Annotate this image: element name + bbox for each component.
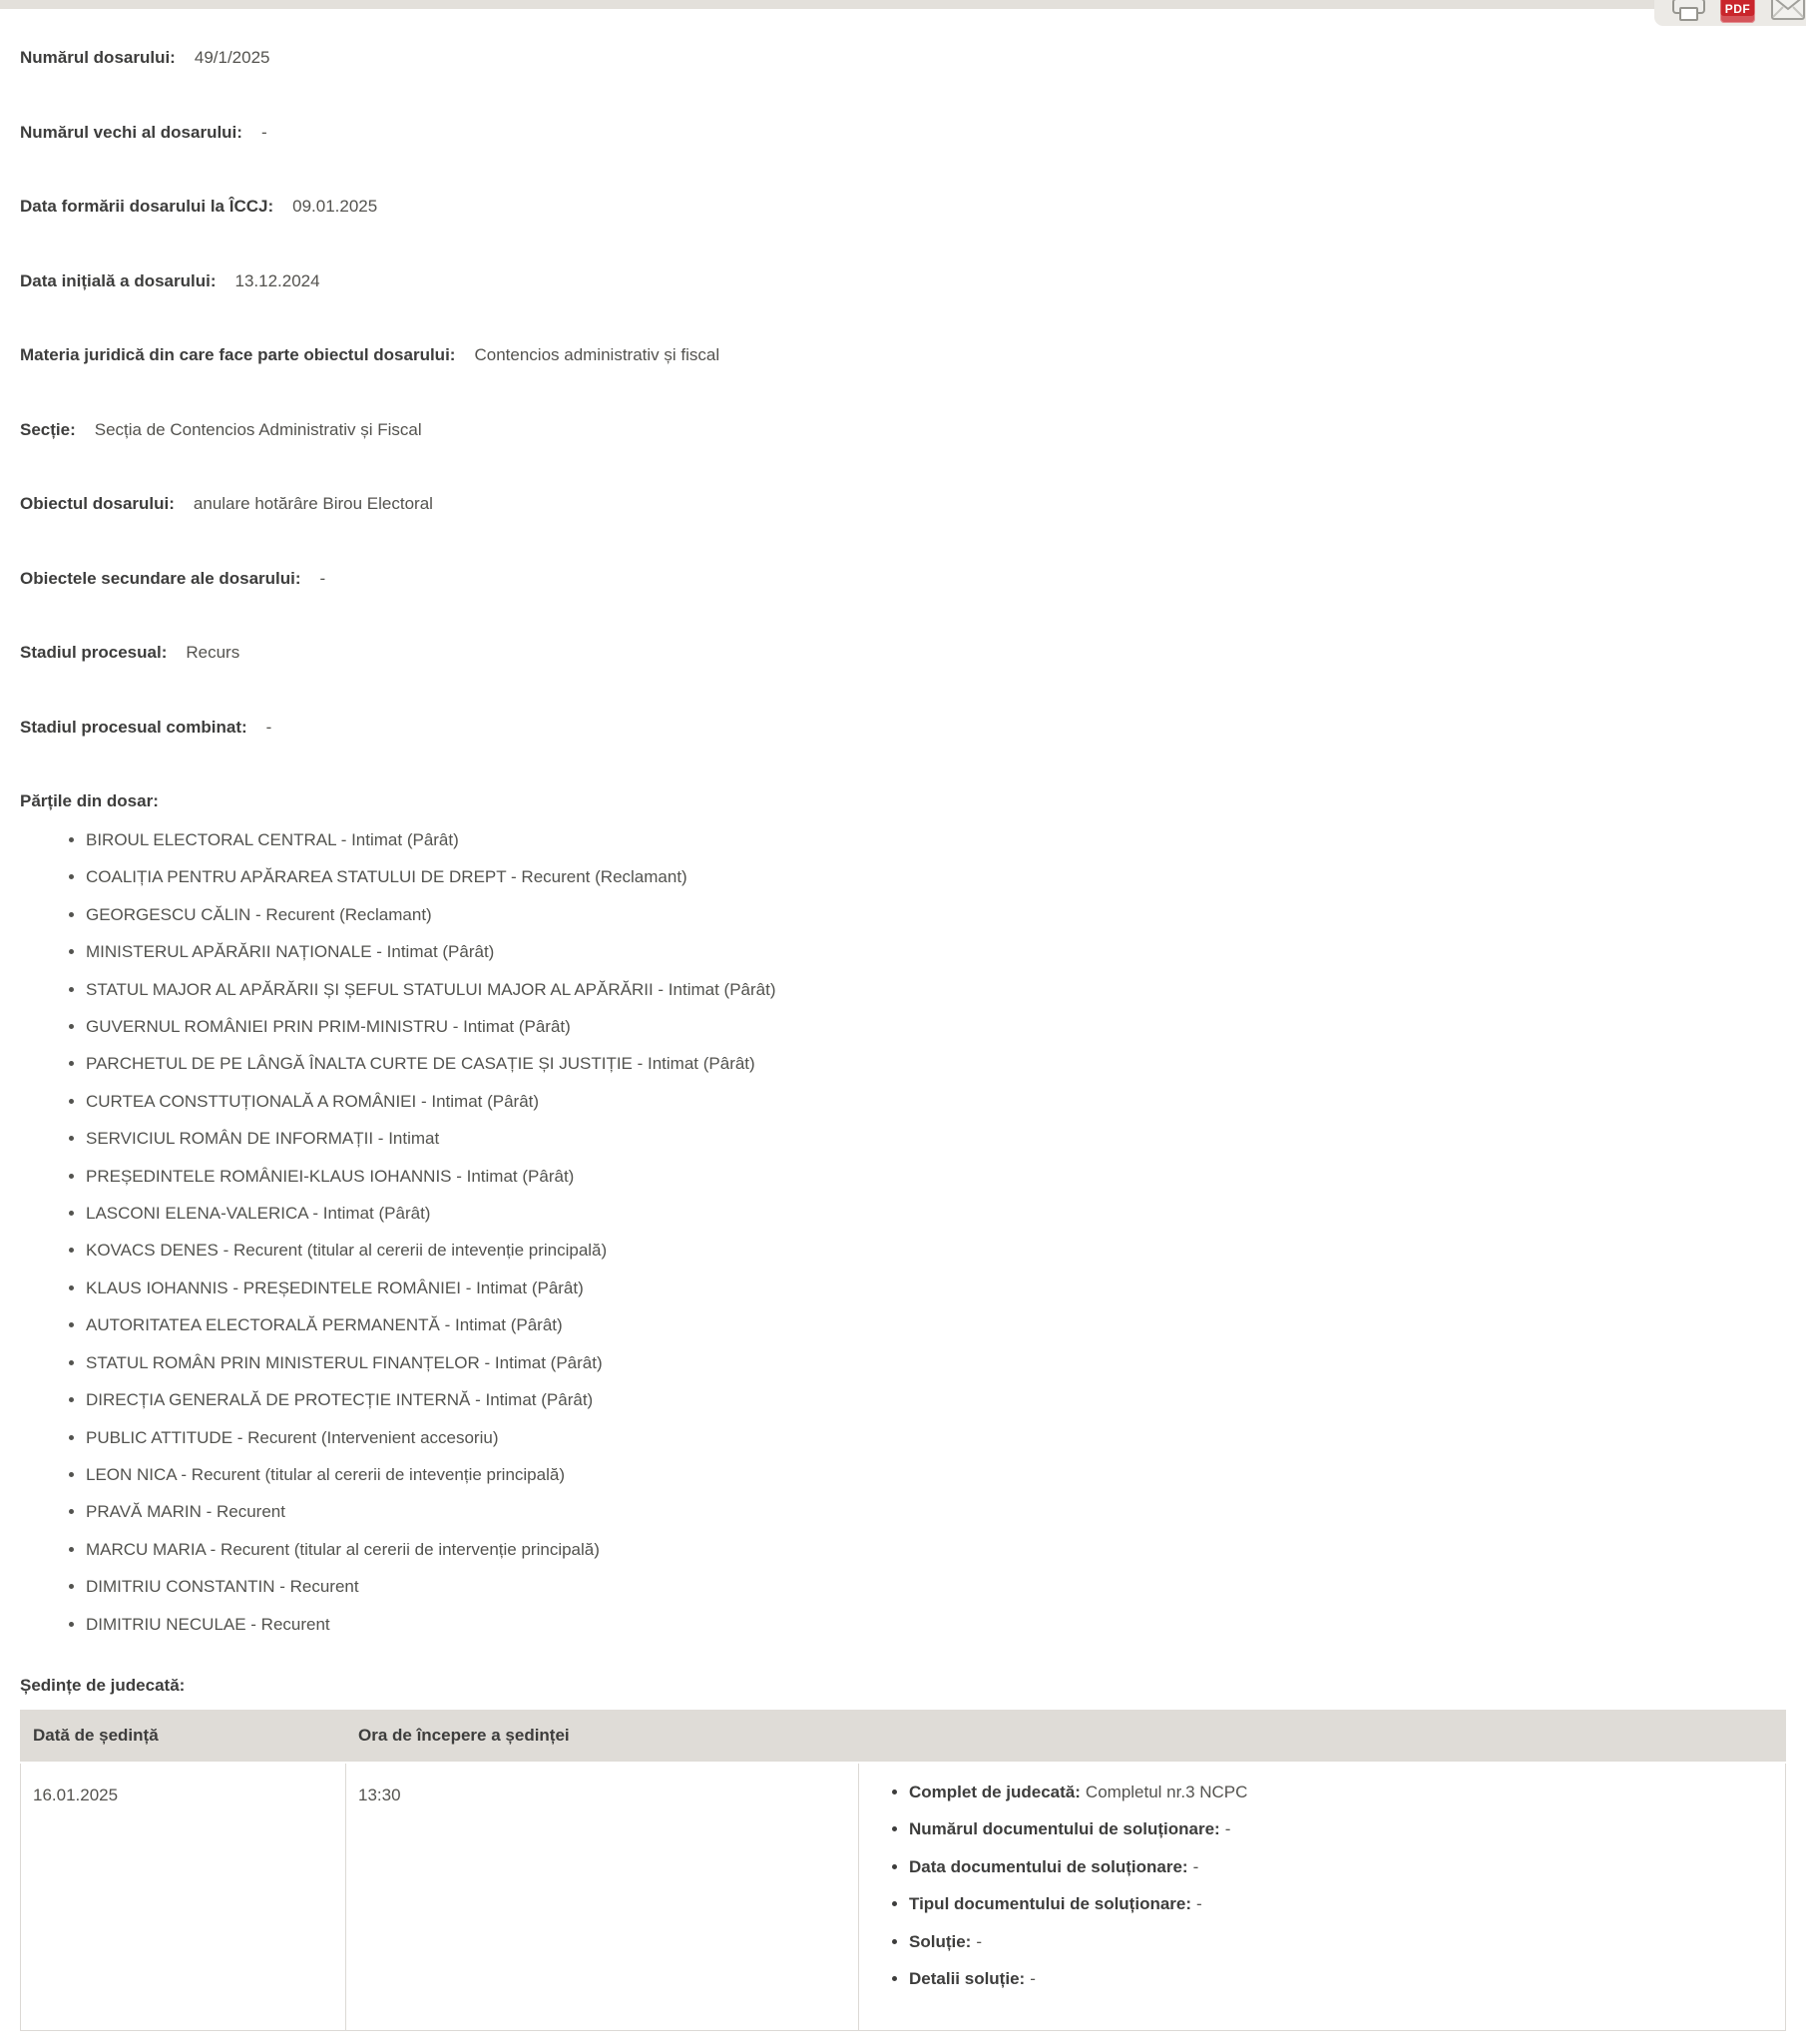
hearing-detail-item: [909, 1848, 1773, 1885]
hearing-detail-item: [909, 1774, 1773, 1810]
parties-heading: Părțile din dosar:: [20, 791, 159, 810]
detail-value: -: [1192, 1856, 1199, 1876]
case-field-row: [20, 122, 1786, 197]
party-item: • PRAVĂ MARIN - Recurent: [86, 1493, 1786, 1530]
case-field-row: [20, 642, 1786, 717]
detail-label: Soluție:: [909, 1931, 972, 1951]
hearing-details-list: [859, 1774, 1773, 1997]
case-fields: [20, 9, 1786, 790]
hearings-col-details: [859, 1710, 1786, 1763]
parties-list: [20, 821, 1786, 1643]
party-item: • COALIȚIA PENTRU APĂRAREA STATULUI DE DREPT - Recurent (Reclamant): [86, 858, 1786, 895]
case-field-row: [20, 196, 1786, 270]
hearings-col-date: Dată de ședință: [21, 1710, 346, 1763]
field-value: -: [260, 122, 267, 142]
party-item: • STATUL ROMÂN PRIN MINISTERUL FINANȚELOR - Intimat (Pârât): [86, 1344, 1786, 1381]
case-field-row: [20, 270, 1786, 345]
detail-label: Detalii soluție:: [909, 1968, 1026, 1988]
party-item: • KOVACS DENES - Recurent (titular al cererii de intevenție principală): [86, 1232, 1786, 1269]
field-value: anulare hotărâre Birou Electoral: [193, 494, 433, 513]
field-label: Obiectul dosarului:: [20, 494, 175, 513]
hearing-detail-item: [909, 1885, 1773, 1922]
detail-value: -: [1224, 1819, 1231, 1839]
field-value: 49/1/2025: [194, 48, 270, 67]
detail-label: Complet de judecată:: [909, 1782, 1081, 1801]
hearings-header-row: [21, 1710, 1786, 1763]
party-item: • DIMITRIU NECULAE - Recurent: [86, 1606, 1786, 1643]
case-field-row: [20, 717, 1786, 791]
field-label: Obiectele secundare ale dosarului:: [20, 568, 301, 588]
party-item: • DIMITRIU CONSTANTIN - Recurent: [86, 1568, 1786, 1605]
field-value: Secția de Contencios Administrativ și Fiscal: [94, 419, 422, 439]
party-item: • SERVICIUL ROMÂN DE INFORMAȚII - Intimat: [86, 1120, 1786, 1157]
field-label: Secție:: [20, 419, 76, 439]
hearings-table: [20, 1710, 1786, 2031]
parties-section: [20, 790, 1786, 1643]
case-field-row: [20, 47, 1786, 122]
party-item: • DIRECȚIA GENERALĂ DE PROTECȚIE INTERNĂ - Intimat (Pârât): [86, 1381, 1786, 1418]
hearing-details-cell: [859, 1763, 1786, 2031]
field-label: Stadiul procesual combinat:: [20, 717, 247, 737]
field-value: Contencios administrativ și fiscal: [474, 345, 720, 364]
field-label: Numărul dosarului:: [20, 48, 176, 67]
detail-label: Tipul documentului de soluționare:: [909, 1894, 1192, 1914]
party-item: • KLAUS IOHANNIS - PREȘEDINTELE ROMÂNIEI - Intimat (Pârât): [86, 1270, 1786, 1306]
party-item: • LEON NICA - Recurent (titular al cererii de intevenție principală): [86, 1456, 1786, 1493]
party-item: • AUTORITATEA ELECTORALĂ PERMANENTĂ - Intimat (Pârât): [86, 1306, 1786, 1343]
field-value: 09.01.2025: [292, 197, 378, 216]
hearings-heading: Ședințe de judecată:: [20, 1675, 186, 1695]
field-label: Data formării dosarului la ÎCCJ:: [20, 197, 274, 216]
hearing-detail-item: [909, 1960, 1773, 1997]
party-item: • MINISTERUL APĂRĂRII NAȚIONALE - Intimat (Pârât): [86, 933, 1786, 970]
field-label: Materia juridică din care face parte obiectul dosarului:: [20, 345, 456, 364]
detail-label: Data documentului de soluționare:: [909, 1856, 1188, 1876]
field-label: Numărul vechi al dosarului:: [20, 122, 242, 142]
field-value: 13.12.2024: [234, 270, 320, 290]
hearing-detail-item: [909, 1810, 1773, 1847]
hearing-detail-item: [909, 1923, 1773, 1960]
party-item: • STATUL MAJOR AL APĂRĂRII ȘI ȘEFUL STATULUI MAJOR AL APĂRĂRII - Intimat (Pârât): [86, 971, 1786, 1008]
party-item: • GUVERNUL ROMÂNIEI PRIN PRIM-MINISTRU - Intimat (Pârât): [86, 1008, 1786, 1045]
hearing-time-cell: 13:30: [346, 1763, 859, 2031]
case-field-row: [20, 568, 1786, 643]
detail-value: -: [1030, 1968, 1036, 1988]
party-item: • GEORGESCU CĂLIN - Recurent (Reclamant): [86, 896, 1786, 933]
case-field-row: [20, 493, 1786, 568]
detail-value: -: [1196, 1894, 1202, 1914]
party-item: • LASCONI ELENA-VALERICA - Intimat (Pârât): [86, 1195, 1786, 1232]
field-label: Stadiul procesual:: [20, 643, 168, 662]
field-value: -: [319, 568, 326, 588]
case-field-row: [20, 344, 1786, 419]
party-item: • CURTEA CONSTTUȚIONALĂ A ROMÂNIEI - Intimat (Pârât): [86, 1083, 1786, 1120]
party-item: • MARCU MARIA - Recurent (titular al cererii de intervenție principală): [86, 1531, 1786, 1568]
field-label: Data inițială a dosarului:: [20, 270, 217, 290]
hearing-date-cell: 16.01.2025: [21, 1763, 346, 2031]
party-item: • PARCHETUL DE PE LÂNGĂ ÎNALTA CURTE DE CASAȚIE ȘI JUSTIȚIE - Intimat (Pârât): [86, 1045, 1786, 1082]
case-details: [0, 9, 1806, 2031]
detail-label: Numărul documentului de soluționare:: [909, 1819, 1220, 1839]
pdf-icon: PDF: [1720, 0, 1755, 23]
field-value: Recurs: [186, 643, 240, 662]
hearing-row: [21, 1763, 1786, 2031]
party-item: • PUBLIC ATTITUDE - Recurent (Intervenient accesoriu): [86, 1419, 1786, 1456]
party-item: • PREȘEDINTELE ROMÂNIEI-KLAUS IOHANNIS - Intimat (Pârât): [86, 1158, 1786, 1195]
case-field-row: [20, 419, 1786, 494]
field-value: -: [265, 717, 272, 737]
party-item: • BIROUL ELECTORAL CENTRAL - Intimat (Pârât): [86, 821, 1786, 858]
detail-value: Completul nr.3 NCPC: [1085, 1782, 1248, 1801]
top-strip: [0, 0, 1806, 9]
hearings-col-time: Ora de începere a ședinței: [346, 1710, 859, 1763]
detail-value: -: [976, 1931, 983, 1951]
